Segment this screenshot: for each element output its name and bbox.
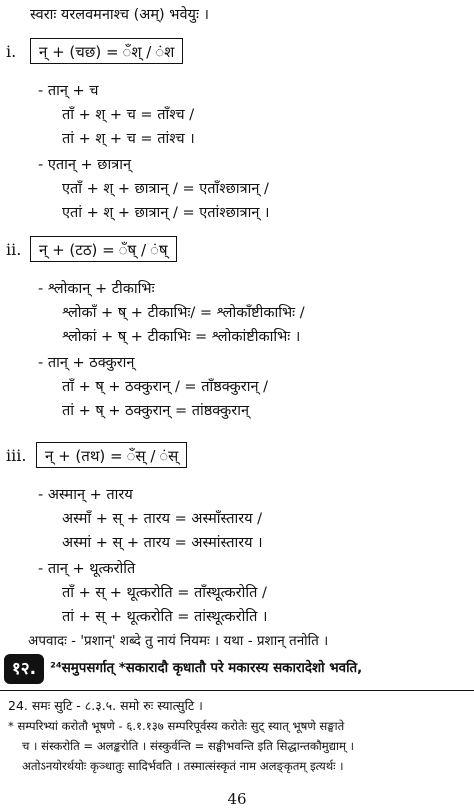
example-line: तां + ष् + ठक्कुरान् = तांष्ठक्कुरान् — [62, 403, 250, 419]
sutra-number-badge: १२. — [4, 654, 44, 684]
example-line: एताँ + श् + छात्रान् / = एताँश्छात्रान् / — [62, 181, 269, 197]
example-head: - तान् + ठक्कुरान् — [38, 355, 135, 371]
section-numeral-iii: iii. — [6, 446, 27, 465]
example-head: - श्लोकान् + टीकाभिः — [38, 281, 155, 297]
page-number: 46 — [227, 790, 247, 808]
example-line: अस्माँ + स् + तारय = अस्माँस्तारय / — [62, 511, 263, 527]
example-line: ताँ + ष् + ठक्कुरान् / = ताँष्ठक्कुरान् / — [62, 379, 269, 395]
rule-box-ii: न् + (टठ) = ँष् / ंष् — [30, 236, 177, 262]
exception-text: अपवादः - 'प्रशान्' शब्दे तु नायं नियमः । यथा - प्रशान् तनोति । — [28, 633, 329, 649]
footnote-line: अतोऽनयोरर्थयोः कृञ्धातुः सादिर्भवति । तस्मात्संस्कृतं नाम अलङ्कृतम् इत्यर्थः । — [22, 759, 344, 773]
sutra-text: ²⁴समुपसर्गात् *सकारादौ कृधातौ परे मकारस्य सकारादेशो भवति, — [50, 661, 363, 676]
example-line: एतां + श् + छात्रान् / = एतांश्छात्रान् । — [62, 205, 270, 221]
footnote-line: 24. समः सुटि - ८.३.५. समो रुः स्यात्सुटि । — [8, 698, 203, 713]
rule-box-iii: न् + (तथ) = ँस् / ंस् — [36, 442, 187, 468]
footnote-line: च । संस्करोति = अलङ्करोति । संस्कुर्वन्ति = सङ्घीभवन्ति इति सिद्धान्तकौमुद्याम् । — [22, 739, 355, 753]
example-line: ताँ + स् + थूत्करोति = ताँस्थूत्करोति / — [62, 585, 267, 601]
example-line: श्लोकाँ + ष् + टीकाभिः/ = श्लोकाँष्टीकाभिः / — [62, 305, 305, 321]
example-line: तां + श् + च = तांश्च । — [62, 131, 195, 147]
example-line: अस्मां + स् + तारय = अस्मांस्तारय । — [62, 535, 263, 551]
section-numeral-ii: ii. — [6, 240, 22, 259]
example-head: - तान् + च — [38, 83, 99, 99]
footnote-line: * सम्परिभ्यां करोतौ भूषणे - ६.१.१३७ सम्परिपूर्वस्य करोतेः सुट् स्यात् भूषणे सङ्घाते — [8, 719, 345, 733]
rule-box-i: न् + (चछ) = ँश् / ंश — [30, 38, 183, 64]
example-line: तां + स् + थूत्करोति = तांस्थूत्करोति । — [62, 609, 268, 625]
example-line: श्लोकां + ष् + टीकाभिः = श्लोकांष्टीकाभिः । — [62, 329, 301, 345]
intro-text: स्वराः यरलवमनाश्च (अम्) भवेयुः । — [30, 7, 209, 23]
footnote-divider — [0, 690, 474, 691]
example-line: ताँ + श् + च = ताँश्च / — [62, 107, 195, 123]
example-head: - अस्मान् + तारय — [38, 487, 133, 503]
section-numeral-i: i. — [6, 42, 17, 61]
example-head: - तान् + थूत्करोति — [38, 561, 136, 577]
example-head: - एतान् + छात्रान् — [38, 157, 132, 173]
